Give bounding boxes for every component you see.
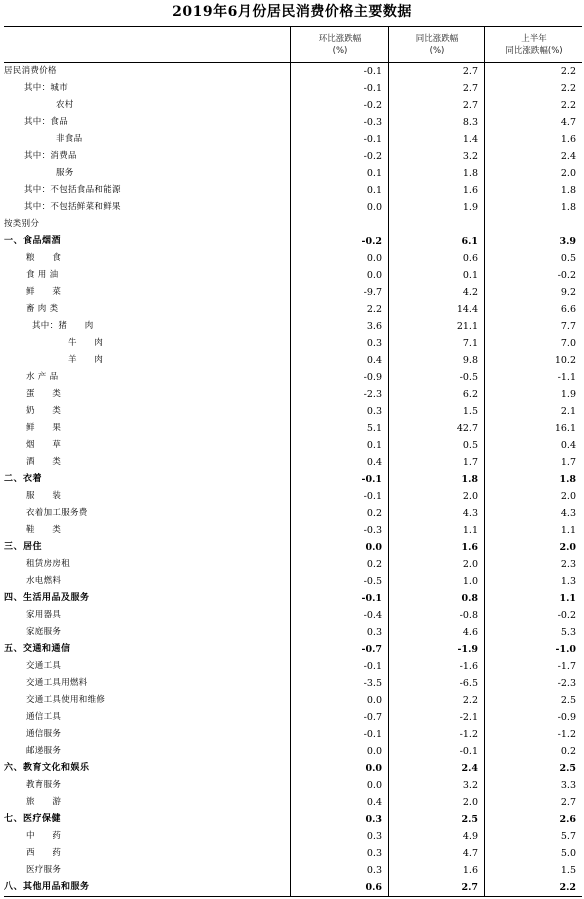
table-row xyxy=(4,794,582,811)
table-row xyxy=(4,267,582,284)
row-label: 蛋 类 xyxy=(26,389,62,399)
value-mom: 0.3 xyxy=(290,403,388,420)
value-h1: 0.4 xyxy=(484,437,582,454)
value-mom: -0.1 xyxy=(290,80,388,97)
value-yoy: 1.0 xyxy=(388,573,484,590)
value-mom: 0.3 xyxy=(290,862,388,879)
table-body xyxy=(4,63,582,896)
value-yoy: -1.9 xyxy=(388,641,484,658)
table-row xyxy=(4,420,582,437)
value-h1: 7.7 xyxy=(484,318,582,335)
row-label: 四、生活用品及服务 xyxy=(4,593,90,603)
value-yoy: 1.5 xyxy=(388,403,484,420)
row-label: 居民消费价格 xyxy=(4,66,57,76)
table-row xyxy=(4,165,582,182)
header-yoy-line1: 同比涨跌幅 xyxy=(415,33,459,44)
value-mom: 0.4 xyxy=(290,794,388,811)
value-mom: 0.0 xyxy=(290,267,388,284)
row-label: 其中：消费品 xyxy=(24,151,77,161)
value-yoy: 1.9 xyxy=(388,199,484,216)
value-mom: 0.4 xyxy=(290,352,388,369)
row-label: 水 产 品 xyxy=(26,372,59,382)
value-yoy: 1.8 xyxy=(388,165,484,182)
header-h1 xyxy=(484,27,583,62)
value-h1: 10.2 xyxy=(484,352,582,369)
value-yoy: 9.8 xyxy=(388,352,484,369)
value-mom: -2.3 xyxy=(290,386,388,403)
value-mom: 0.0 xyxy=(290,777,388,794)
value-mom: -0.2 xyxy=(290,148,388,165)
value-h1: 2.0 xyxy=(484,488,582,505)
table-row xyxy=(4,80,582,97)
row-label: 八、其他用品和服务 xyxy=(4,882,90,892)
value-mom: -0.1 xyxy=(290,658,388,675)
table-row xyxy=(4,522,582,539)
value-yoy: 6.1 xyxy=(388,233,484,250)
value-mom: -0.3 xyxy=(290,114,388,131)
value-mom: -0.1 xyxy=(290,590,388,607)
value-h1: 5.7 xyxy=(484,828,582,845)
value-mom: 0.3 xyxy=(290,335,388,352)
value-yoy: 1.8 xyxy=(388,471,484,488)
value-yoy: 8.3 xyxy=(388,114,484,131)
value-mom: -0.3 xyxy=(290,522,388,539)
row-label: 其中：不包括鲜菜和鲜果 xyxy=(24,202,121,212)
row-label: 非食品 xyxy=(56,134,83,144)
value-h1: 2.4 xyxy=(484,148,582,165)
table-row xyxy=(4,811,582,828)
value-yoy: -0.8 xyxy=(388,607,484,624)
value-yoy: 2.0 xyxy=(388,794,484,811)
value-yoy: 4.3 xyxy=(388,505,484,522)
value-mom: 0.0 xyxy=(290,539,388,556)
value-mom: 0.1 xyxy=(290,437,388,454)
value-mom: 3.6 xyxy=(290,318,388,335)
row-label: 按类别分 xyxy=(4,219,40,229)
value-h1: 5.3 xyxy=(484,624,582,641)
value-h1: 0.2 xyxy=(484,743,582,760)
table-row xyxy=(4,403,582,420)
table-row xyxy=(4,590,582,607)
row-label: 家庭服务 xyxy=(26,627,62,637)
row-label: 鲜 果 xyxy=(26,423,62,433)
value-yoy: -6.5 xyxy=(388,675,484,692)
value-h1: 1.3 xyxy=(484,573,582,590)
row-label: 交通工具用燃料 xyxy=(26,678,88,688)
row-label: 烟 草 xyxy=(26,440,62,450)
row-label: 二、衣着 xyxy=(4,474,43,484)
value-h1: 2.2 xyxy=(484,80,582,97)
value-h1: 4.3 xyxy=(484,505,582,522)
value-h1: -0.2 xyxy=(484,607,582,624)
page-title: 2019年6月份居民消费价格主要数据 xyxy=(172,4,412,20)
value-mom: -0.1 xyxy=(290,488,388,505)
value-yoy: 0.8 xyxy=(388,590,484,607)
value-yoy: 0.1 xyxy=(388,267,484,284)
table-row xyxy=(4,675,582,692)
row-label: 交通工具使用和维修 xyxy=(26,695,106,705)
value-h1: 2.1 xyxy=(484,403,582,420)
table-row xyxy=(4,148,582,165)
value-h1 xyxy=(484,216,582,233)
value-yoy: -1.2 xyxy=(388,726,484,743)
row-label: 旅 游 xyxy=(26,797,62,807)
value-h1: 7.0 xyxy=(484,335,582,352)
row-label: 服 装 xyxy=(26,491,62,501)
table-row xyxy=(4,386,582,403)
value-yoy xyxy=(388,216,484,233)
table-row xyxy=(4,318,582,335)
row-label: 三、居住 xyxy=(4,542,43,552)
row-label: 其中：食品 xyxy=(24,117,69,127)
row-label: 羊 肉 xyxy=(68,355,104,365)
row-label: 畜 肉 类 xyxy=(26,304,59,314)
value-h1: 1.1 xyxy=(484,590,582,607)
value-mom: 0.3 xyxy=(290,828,388,845)
value-h1: 1.6 xyxy=(484,131,582,148)
value-yoy: 2.5 xyxy=(388,811,484,828)
row-label: 奶 类 xyxy=(26,406,62,416)
value-yoy: 2.7 xyxy=(388,879,484,896)
value-yoy: -1.6 xyxy=(388,658,484,675)
value-mom: 0.3 xyxy=(290,811,388,828)
row-label: 一、食品烟酒 xyxy=(4,236,62,246)
value-yoy: 3.2 xyxy=(388,777,484,794)
table-row xyxy=(4,828,582,845)
value-h1: 2.2 xyxy=(484,63,582,80)
table-row xyxy=(4,335,582,352)
value-mom: 0.4 xyxy=(290,454,388,471)
value-yoy: 2.7 xyxy=(388,80,484,97)
value-h1: 0.5 xyxy=(484,250,582,267)
value-mom: -0.7 xyxy=(290,641,388,658)
value-h1: 2.6 xyxy=(484,811,582,828)
table-row xyxy=(4,505,582,522)
table-row xyxy=(4,369,582,386)
row-label: 粮 食 xyxy=(26,253,62,263)
value-mom: 0.0 xyxy=(290,199,388,216)
value-h1: 3.9 xyxy=(484,233,582,250)
value-h1: -0.9 xyxy=(484,709,582,726)
table-row xyxy=(4,352,582,369)
table-row xyxy=(4,743,582,760)
value-mom: 0.0 xyxy=(290,760,388,777)
value-mom: -0.1 xyxy=(290,131,388,148)
header-h1-line1: 上半年 xyxy=(521,33,547,44)
value-yoy: -0.1 xyxy=(388,743,484,760)
value-mom: 0.3 xyxy=(290,624,388,641)
value-yoy: 2.0 xyxy=(388,488,484,505)
row-label: 牛 肉 xyxy=(68,338,104,348)
table-row xyxy=(4,437,582,454)
table-row xyxy=(4,624,582,641)
table-row xyxy=(4,862,582,879)
table-row xyxy=(4,641,582,658)
value-yoy: 2.7 xyxy=(388,97,484,114)
table-row xyxy=(4,726,582,743)
value-h1: 16.1 xyxy=(484,420,582,437)
row-label: 食 用 油 xyxy=(26,270,59,280)
table-row xyxy=(4,63,582,80)
table-row xyxy=(4,760,582,777)
value-h1: 1.8 xyxy=(484,471,582,488)
table-row xyxy=(4,692,582,709)
row-label: 七、医疗保健 xyxy=(4,814,62,824)
row-label: 西 药 xyxy=(26,848,62,858)
row-label: 五、交通和通信 xyxy=(4,644,71,654)
row-label: 医疗服务 xyxy=(26,865,62,875)
table-row xyxy=(4,301,582,318)
value-yoy: 1.6 xyxy=(388,539,484,556)
value-yoy: 1.7 xyxy=(388,454,484,471)
value-h1: -1.0 xyxy=(484,641,582,658)
table-row xyxy=(4,573,582,590)
value-h1: 2.0 xyxy=(484,165,582,182)
row-label: 邮递服务 xyxy=(26,746,62,756)
value-h1: 2.5 xyxy=(484,692,582,709)
value-yoy: 4.2 xyxy=(388,284,484,301)
table-row xyxy=(4,845,582,862)
row-label: 鲜 菜 xyxy=(26,287,62,297)
value-yoy: 4.9 xyxy=(388,828,484,845)
value-h1: 2.2 xyxy=(484,879,582,896)
value-h1: -2.3 xyxy=(484,675,582,692)
value-yoy: 2.4 xyxy=(388,760,484,777)
value-h1: -1.2 xyxy=(484,726,582,743)
value-yoy: 2.7 xyxy=(388,63,484,80)
value-h1: 2.3 xyxy=(484,556,582,573)
value-h1: 2.0 xyxy=(484,539,582,556)
cpi-data-table xyxy=(4,26,582,897)
value-mom xyxy=(290,216,388,233)
value-h1: 1.8 xyxy=(484,182,582,199)
value-h1: 1.1 xyxy=(484,522,582,539)
table-row xyxy=(4,709,582,726)
row-label: 其中：猪 肉 xyxy=(32,321,94,331)
value-mom: -0.1 xyxy=(290,63,388,80)
value-mom: 0.6 xyxy=(290,879,388,896)
row-label: 其中：不包括食品和能源 xyxy=(24,185,121,195)
value-mom: -0.2 xyxy=(290,97,388,114)
table-row xyxy=(4,114,582,131)
table-header xyxy=(4,27,582,63)
value-mom: 0.0 xyxy=(290,250,388,267)
value-yoy: 42.7 xyxy=(388,420,484,437)
value-h1: 1.7 xyxy=(484,454,582,471)
row-label: 其中：城市 xyxy=(24,83,69,93)
table-row xyxy=(4,777,582,794)
value-mom: -3.5 xyxy=(290,675,388,692)
row-label: 酒 类 xyxy=(26,457,62,467)
value-yoy: 14.4 xyxy=(388,301,484,318)
value-yoy: 2.0 xyxy=(388,556,484,573)
header-mom-line2: (%) xyxy=(332,45,348,56)
row-label: 通信服务 xyxy=(26,729,62,739)
value-mom: -0.5 xyxy=(290,573,388,590)
table-row xyxy=(4,471,582,488)
value-mom: -0.7 xyxy=(290,709,388,726)
value-h1: 2.2 xyxy=(484,97,582,114)
table-row xyxy=(4,658,582,675)
row-label: 交通工具 xyxy=(26,661,62,671)
value-mom: 0.1 xyxy=(290,182,388,199)
table-row xyxy=(4,216,582,233)
value-yoy: 6.2 xyxy=(388,386,484,403)
table-row xyxy=(4,233,582,250)
table-row xyxy=(4,454,582,471)
row-label: 租赁房房租 xyxy=(26,559,71,569)
value-mom: 5.1 xyxy=(290,420,388,437)
table-row xyxy=(4,97,582,114)
value-h1: 6.6 xyxy=(484,301,582,318)
value-h1: -1.1 xyxy=(484,369,582,386)
value-h1: 3.3 xyxy=(484,777,582,794)
value-h1: 5.0 xyxy=(484,845,582,862)
table-row xyxy=(4,250,582,267)
table-row xyxy=(4,607,582,624)
row-label: 教育服务 xyxy=(26,780,62,790)
table-row xyxy=(4,556,582,573)
value-yoy: 3.2 xyxy=(388,148,484,165)
row-label: 鞋 类 xyxy=(26,525,62,535)
header-h1-line2: 同比涨跌幅(%) xyxy=(505,45,563,56)
row-label: 六、教育文化和娱乐 xyxy=(4,763,90,773)
value-h1: 4.7 xyxy=(484,114,582,131)
value-mom: -0.2 xyxy=(290,233,388,250)
value-yoy: 1.1 xyxy=(388,522,484,539)
row-label: 服务 xyxy=(56,168,74,178)
value-mom: -0.1 xyxy=(290,471,388,488)
table-row xyxy=(4,199,582,216)
value-mom: 0.3 xyxy=(290,845,388,862)
value-yoy: 21.1 xyxy=(388,318,484,335)
header-mom-line1: 环比涨跌幅 xyxy=(318,33,362,44)
row-label: 家用器具 xyxy=(26,610,62,620)
value-yoy: -2.1 xyxy=(388,709,484,726)
value-h1: -1.7 xyxy=(484,658,582,675)
row-label: 衣着加工服务费 xyxy=(26,508,88,518)
value-yoy: -0.5 xyxy=(388,369,484,386)
value-yoy: 1.6 xyxy=(388,862,484,879)
value-yoy: 4.7 xyxy=(388,845,484,862)
value-mom: -0.1 xyxy=(290,726,388,743)
value-mom: -0.9 xyxy=(290,369,388,386)
table-row xyxy=(4,488,582,505)
value-h1: 1.8 xyxy=(484,199,582,216)
header-mom xyxy=(290,27,389,62)
table-row xyxy=(4,131,582,148)
row-label: 通信工具 xyxy=(26,712,62,722)
row-label: 中 药 xyxy=(26,831,62,841)
value-h1: 1.5 xyxy=(484,862,582,879)
value-mom: 0.0 xyxy=(290,692,388,709)
value-mom: 0.2 xyxy=(290,505,388,522)
value-yoy: 4.6 xyxy=(388,624,484,641)
value-h1: -0.2 xyxy=(484,267,582,284)
value-yoy: 0.6 xyxy=(388,250,484,267)
table-row xyxy=(4,182,582,199)
value-yoy: 1.6 xyxy=(388,182,484,199)
value-h1: 2.7 xyxy=(484,794,582,811)
table-row xyxy=(4,539,582,556)
table-row xyxy=(4,284,582,301)
value-mom: 2.2 xyxy=(290,301,388,318)
table-row xyxy=(4,879,582,896)
value-yoy: 7.1 xyxy=(388,335,484,352)
value-mom: -9.7 xyxy=(290,284,388,301)
value-yoy: 0.5 xyxy=(388,437,484,454)
value-yoy: 1.4 xyxy=(388,131,484,148)
value-h1: 9.2 xyxy=(484,284,582,301)
row-label: 农村 xyxy=(56,100,74,110)
header-yoy-line2: (%) xyxy=(429,45,445,56)
value-mom: 0.1 xyxy=(290,165,388,182)
header-yoy xyxy=(388,27,485,62)
value-mom: -0.4 xyxy=(290,607,388,624)
value-mom: 0.2 xyxy=(290,556,388,573)
value-h1: 2.5 xyxy=(484,760,582,777)
value-mom: 0.0 xyxy=(290,743,388,760)
value-h1: 1.9 xyxy=(484,386,582,403)
value-yoy: 2.2 xyxy=(388,692,484,709)
row-label: 水电燃料 xyxy=(26,576,62,586)
